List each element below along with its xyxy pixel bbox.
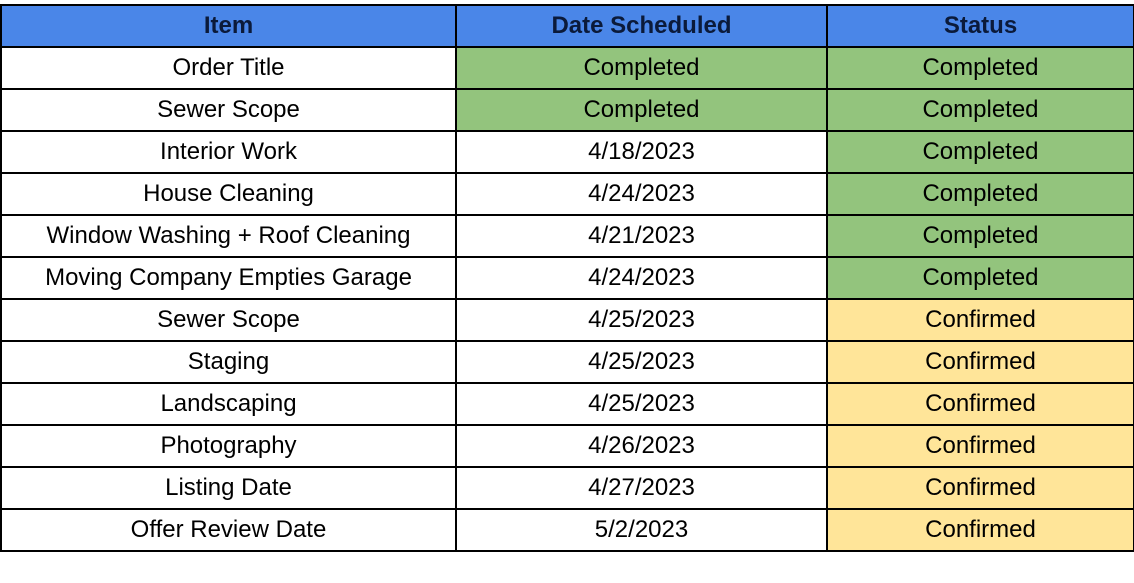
cell-status[interactable]: Confirmed — [827, 341, 1134, 383]
table-row — [1, 173, 1134, 215]
table-row — [1, 299, 1134, 341]
header-date-scheduled[interactable]: Date Scheduled — [456, 5, 827, 47]
cell-item[interactable]: Listing Date — [1, 467, 456, 509]
cell-item[interactable]: Sewer Scope — [1, 89, 456, 131]
table-row — [1, 47, 1134, 89]
table-row — [1, 425, 1134, 467]
cell-date-scheduled[interactable]: 4/25/2023 — [456, 383, 827, 425]
cell-status[interactable]: Confirmed — [827, 425, 1134, 467]
cell-status[interactable]: Confirmed — [827, 299, 1134, 341]
table-row — [1, 383, 1134, 425]
cell-status[interactable]: Completed — [827, 131, 1134, 173]
cell-status[interactable]: Completed — [827, 47, 1134, 89]
table-row — [1, 131, 1134, 173]
cell-status[interactable]: Confirmed — [827, 383, 1134, 425]
header-item[interactable]: Item — [1, 5, 456, 47]
header-status[interactable]: Status — [827, 5, 1134, 47]
cell-date-scheduled[interactable]: 4/25/2023 — [456, 299, 827, 341]
cell-item[interactable]: Moving Company Empties Garage — [1, 257, 456, 299]
schedule-table — [0, 4, 1134, 552]
cell-item[interactable]: Sewer Scope — [1, 299, 456, 341]
cell-date-scheduled[interactable]: 4/18/2023 — [456, 131, 827, 173]
cell-item[interactable]: Window Washing + Roof Cleaning — [1, 215, 456, 257]
cell-date-scheduled[interactable]: 4/24/2023 — [456, 257, 827, 299]
cell-status[interactable]: Confirmed — [827, 467, 1134, 509]
table-row — [1, 341, 1134, 383]
cell-status[interactable]: Completed — [827, 257, 1134, 299]
table-row — [1, 215, 1134, 257]
cell-status[interactable]: Completed — [827, 215, 1134, 257]
cell-item[interactable]: Offer Review Date — [1, 509, 456, 551]
cell-item[interactable]: Landscaping — [1, 383, 456, 425]
table-row — [1, 467, 1134, 509]
cell-status[interactable]: Confirmed — [827, 509, 1134, 551]
cell-item[interactable]: Staging — [1, 341, 456, 383]
cell-date-scheduled[interactable]: 5/2/2023 — [456, 509, 827, 551]
cell-status[interactable]: Completed — [827, 173, 1134, 215]
table-row — [1, 509, 1134, 551]
cell-date-scheduled[interactable]: 4/24/2023 — [456, 173, 827, 215]
cell-status[interactable]: Completed — [827, 89, 1134, 131]
cell-item[interactable]: Order Title — [1, 47, 456, 89]
cell-date-scheduled[interactable]: 4/26/2023 — [456, 425, 827, 467]
cell-date-scheduled[interactable]: 4/27/2023 — [456, 467, 827, 509]
cell-date-scheduled[interactable]: 4/25/2023 — [456, 341, 827, 383]
cell-item[interactable]: House Cleaning — [1, 173, 456, 215]
cell-date-scheduled[interactable]: 4/21/2023 — [456, 215, 827, 257]
table-body — [1, 47, 1134, 551]
header-row — [1, 5, 1134, 47]
cell-item[interactable]: Photography — [1, 425, 456, 467]
cell-item[interactable]: Interior Work — [1, 131, 456, 173]
table-row — [1, 89, 1134, 131]
table-row — [1, 257, 1134, 299]
cell-date-scheduled[interactable]: Completed — [456, 89, 827, 131]
cell-date-scheduled[interactable]: Completed — [456, 47, 827, 89]
